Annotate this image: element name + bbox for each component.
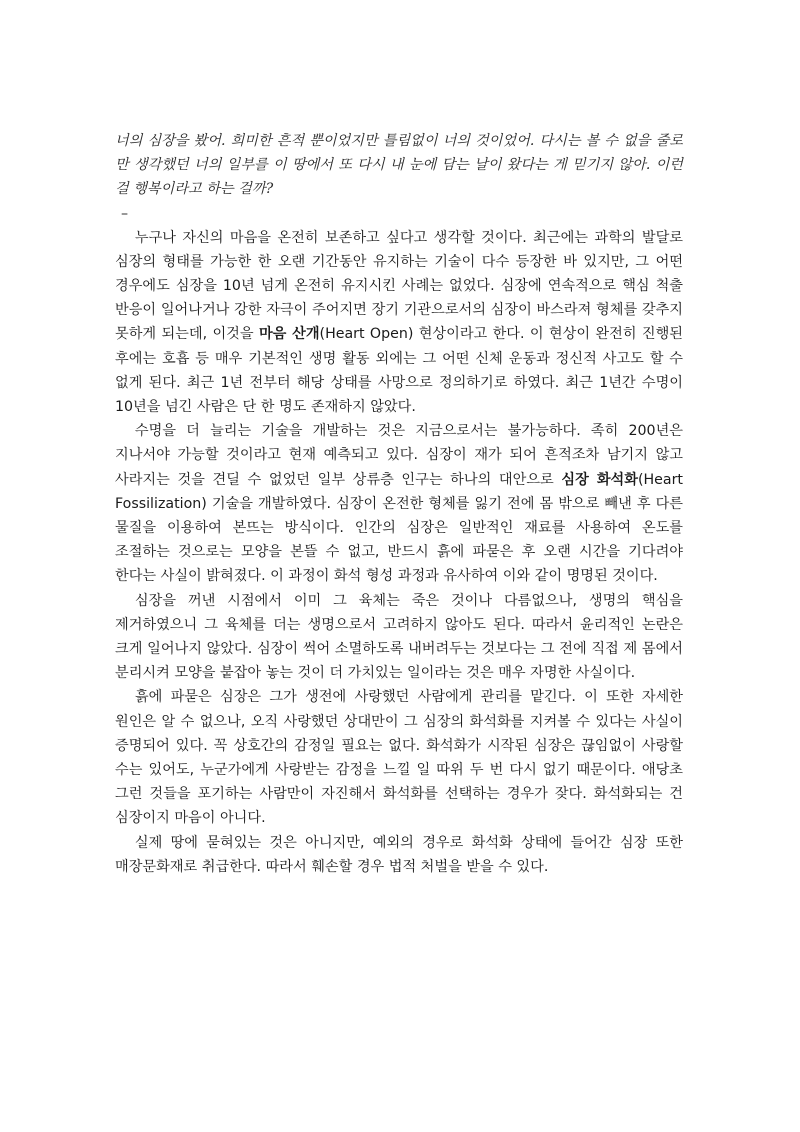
term-heart-fossilization: 심장 화석화 bbox=[561, 471, 638, 488]
paragraph-caretaker: 흙에 파묻은 심장은 그가 생전에 사랑했던 사람에게 관리를 맡긴다. 이 또한 자세한 원인은 알 수 없으나, 오직 사랑했던 상대만이 그 심장의 화석화를 지켜볼 수 있다는 사실이 증명되어 있다. 꼭 상호간의 감정일 필요는 없다. 화석화가 시작된 심장은 끊임없이 사랑할 수는 있어도, 누군가에게 사랑받는 감정을 느낄 일 따위 두 번 다시 없기 때문이다. 애당초 그런 것들을 포기하는 사람만이 자진해서 화석화를 선택하는 경우가 잦다. 화석화되는 건 심장이지 마음이 아니다. bbox=[115, 689, 683, 827]
paragraph-text: (Heart Open) 현상이라고 한다. 이 현상이 완전히 진행된 후에는 호흡 등 매우 기본적인 생명 활동 외에는 그 어떤 신체 운동과 정신적 사고도 할 수 없게 된다. 최근 1년 전부터 해당 상태를 사망으로 정의하기로 하였다. 최근 1년간 수명이 10년을 넘긴 사람은 단 한 명도 존재하지 않았다. bbox=[115, 326, 683, 416]
paragraph-text: (Heart Fossilization) 기술을 개발하였다. 심장이 온전한 형체를 잃기 전에 몸 밖으로 빼낸 후 다른 물질을 이용하여 본뜨는 방식이다. 인간의 심장은 일반적인 재료를 사용하여 온도를 조절하는 것으로는 모양을 본뜰 수 없고, 반드시 흙에 파묻은 후 오랜 시간을 기다려야 한다는 사실이 밝혀졌다. 이 과정이 화석 형성 과정과 유사하여 이와 같이 명명된 것이다. bbox=[115, 471, 683, 585]
paragraph-cultural-property: 실제 땅에 묻혀있는 것은 아니지만, 예외의 경우로 화석화 상태에 들어간 심장 또한 매장문화재로 취급한다. 따라서 훼손할 경우 법적 처벌을 받을 수 있다. bbox=[115, 834, 683, 875]
document-page bbox=[115, 129, 683, 879]
paragraph-heart-fossilization bbox=[115, 419, 683, 588]
paragraph-text: 누구나 자신의 마음을 온전히 보존하고 싶다고 생각할 것이다. 최근에는 과학의 발달로 심장의 형태를 가능한 한 오랜 기간동안 유지하는 기술이 다수 등장한 바 있지만, 그 어떤 경우에도 심장을 10년 넘게 온전히 유지시킨 사례는 없었다. 심장에 연속적으로 핵심 척출 반응이 일어나거나 강한 자극이 주어지면 장기 기관으로서의 심장이 바스라져 형체를 갖추지 못하게 되는데, 이것을 bbox=[115, 229, 683, 343]
epigraph-quote: 너의 심장을 봤어. 희미한 흔적 뿐이었지만 틀림없이 너의 것이었어. 다시는 볼 수 없을 줄로만 생각했던 너의 일부를 이 땅에서 또 다시 내 눈에 담는 날이 왔다는 게 믿기지 않아. 이런 걸 행복이라고 하는 걸까? bbox=[115, 133, 683, 198]
paragraph-text: 수명을 더 늘리는 기술을 개발하는 것은 지금으로서는 불가능하다. 족히 200년은 지나서야 가능할 것이라고 현재 예측되고 있다. 심장이 재가 되어 흔적조차 남기지 않고 사라지는 것을 견딜 수 없었던 일부 상류층 인구는 하나의 대안으로 bbox=[115, 423, 683, 488]
paragraph-ethics: 심장을 꺼낸 시점에서 이미 그 육체는 죽은 것이나 다름없으나, 생명의 핵심을 제거하였으니 그 육체를 더는 생명으로서 고려하지 않아도 된다. 따라서 윤리적인 논란은 크게 일어나지 않았다. 심장이 썩어 소멸하도록 내버려두는 것보다는 그 전에 직접 제 몸에서 분리시켜 모양을 붙잡아 놓는 것이 더 가치있는 일이라는 것은 매우 자명한 사실이다. bbox=[115, 592, 683, 682]
section-divider: – bbox=[121, 205, 129, 222]
term-heart-open: 마음 산개 bbox=[258, 326, 320, 343]
paragraph-heart-open bbox=[115, 226, 683, 420]
